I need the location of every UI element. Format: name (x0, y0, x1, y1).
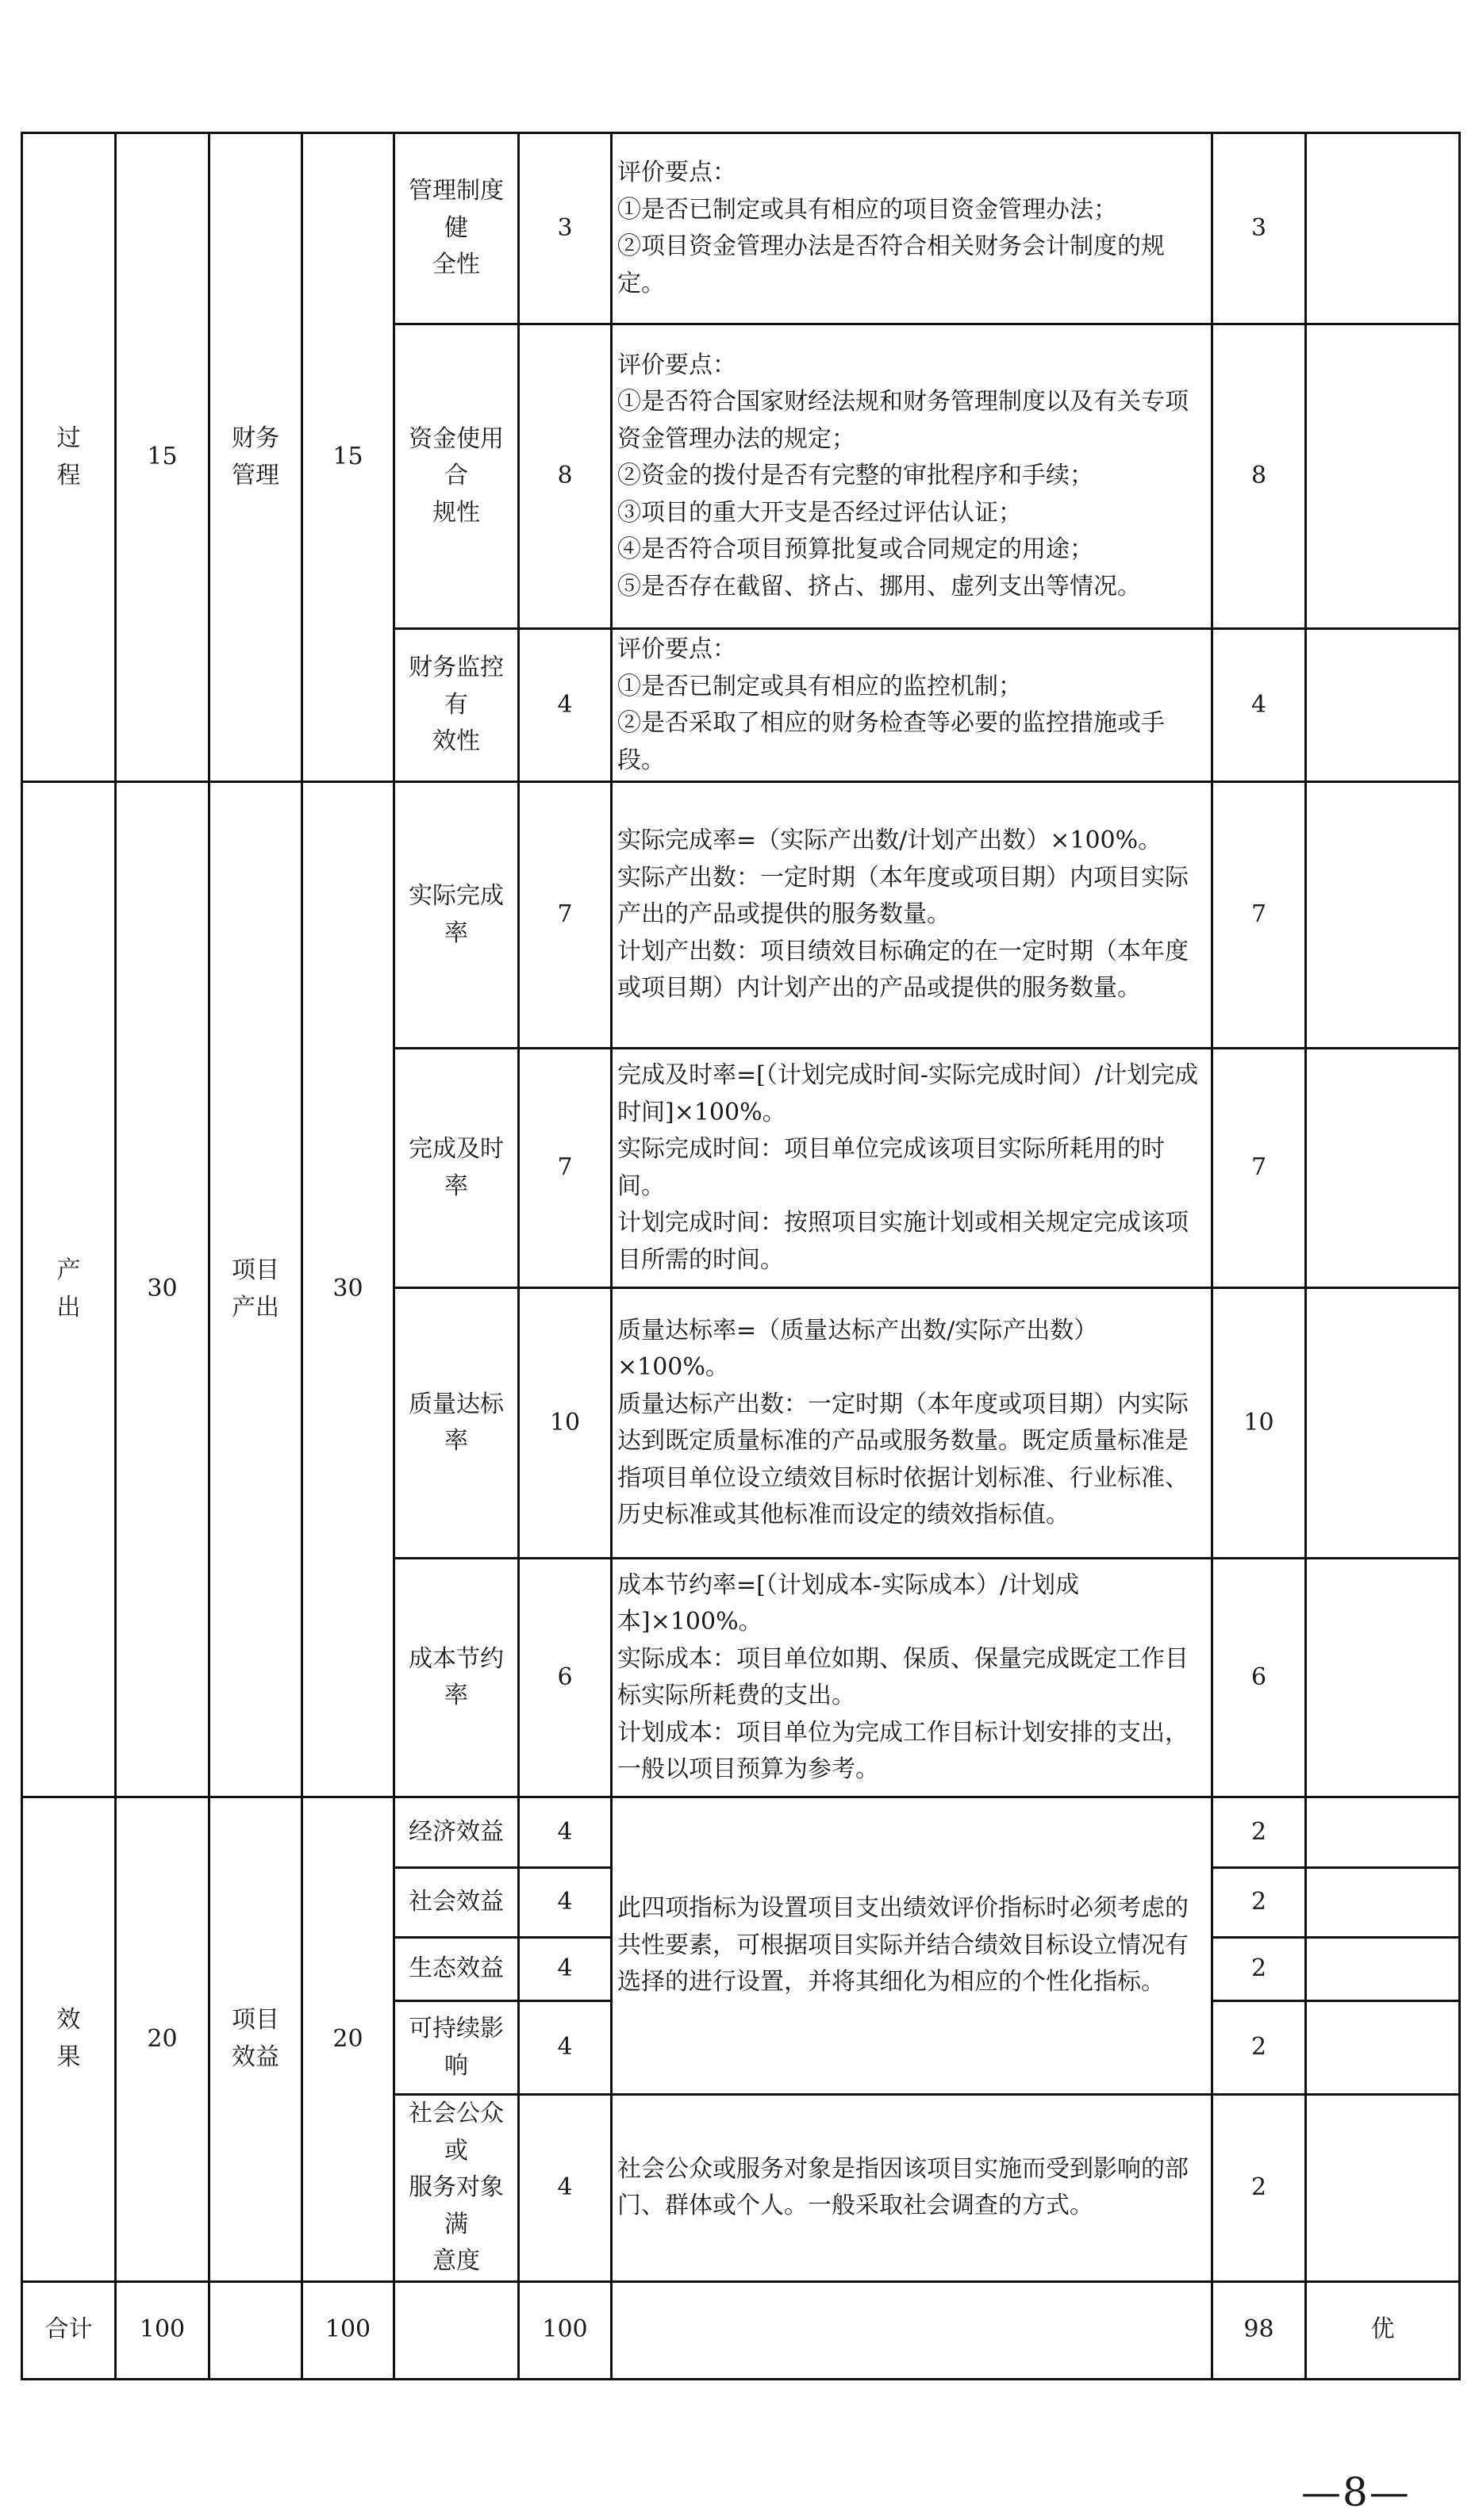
grade-cell (1306, 629, 1460, 782)
grade-cell (1306, 1797, 1460, 1868)
total-category-score: 100 (116, 2281, 209, 2379)
total-weight: 100 (519, 2281, 612, 2379)
indicator-cell: 管理制度健 全性 (394, 133, 519, 324)
weight-cell: 4 (519, 1868, 612, 1938)
subcategory-cell: 财务 管理 (209, 133, 302, 782)
weight-cell: 7 (519, 1049, 612, 1288)
score-cell: 2 (1212, 1938, 1306, 2001)
indicator-cell: 社会效益 (394, 1868, 519, 1938)
grade-cell (1306, 1049, 1460, 1288)
score-cell: 2 (1212, 2095, 1306, 2282)
table-row (22, 782, 1460, 1049)
description-cell: 社会公众或服务对象是指因该项目实施而受到影响的部门、群体或个人。一般采取社会调查的方式。 (612, 2095, 1212, 2282)
grade-cell (1306, 133, 1460, 324)
description-cell: 完成及时率=[（计划完成时间-实际完成时间）/计划完成时间]×100%。 实际完成时间：项目单位完成该项目实际所耗用的时间。 计划完成时间：按照项目实施计划或相关规定完成该项目所需的时间。 (612, 1049, 1212, 1288)
description-cell: 评价要点： ①是否已制定或具有相应的项目资金管理办法； ②项目资金管理办法是否符合相关财务会计制度的规定。 (612, 133, 1212, 324)
total-grade: 优 (1306, 2281, 1460, 2379)
subcategory-cell: 项目 效益 (209, 1797, 302, 2282)
description-cell: 成本节约率=[（计划成本-实际成本）/计划成本]×100%。 实际成本：项目单位如期、保质、保量完成既定工作目标实际所耗费的支出。 计划成本：项目单位为完成工作目标计划安排的支出，一般以项目预算为参考。 (612, 1559, 1212, 1797)
weight-cell: 4 (519, 629, 612, 782)
score-cell: 4 (1212, 629, 1306, 782)
total-row (22, 2281, 1460, 2379)
indicator-cell: 可持续影响 (394, 2001, 519, 2095)
total-empty-cell (612, 2281, 1212, 2379)
weight-cell: 4 (519, 1938, 612, 2001)
grade-cell (1306, 782, 1460, 1049)
weight-cell: 4 (519, 2001, 612, 2095)
page-number: —8— (1301, 2469, 1411, 2515)
subcategory-score-cell: 20 (302, 1797, 394, 2282)
indicator-cell: 成本节约率 (394, 1559, 519, 1797)
indicator-cell: 生态效益 (394, 1938, 519, 2001)
grade-cell (1306, 324, 1460, 629)
score-cell: 6 (1212, 1559, 1306, 1797)
evaluation-table (21, 132, 1461, 2380)
subcategory-cell: 项目 产出 (209, 782, 302, 1797)
grade-cell (1306, 1868, 1460, 1938)
category-cell: 过 程 (22, 133, 116, 782)
subcategory-score-cell: 30 (302, 782, 394, 1797)
total-label: 合计 (22, 2281, 116, 2379)
category-score-cell: 15 (116, 133, 209, 782)
indicator-cell: 实际完成率 (394, 782, 519, 1049)
total-empty-cell (209, 2281, 302, 2379)
category-score-cell: 30 (116, 782, 209, 1797)
score-cell: 7 (1212, 782, 1306, 1049)
indicator-cell: 质量达标率 (394, 1288, 519, 1559)
category-cell: 产 出 (22, 782, 116, 1797)
weight-cell: 10 (519, 1288, 612, 1559)
table-row (22, 1797, 1460, 1868)
weight-cell: 4 (519, 2095, 612, 2282)
score-cell: 3 (1212, 133, 1306, 324)
indicator-cell: 经济效益 (394, 1797, 519, 1868)
indicator-cell: 资金使用合 规性 (394, 324, 519, 629)
weight-cell: 4 (519, 1797, 612, 1868)
description-cell: 实际完成率=（实际产出数/计划产出数）×100%。 实际产出数：一定时期（本年度或项目期）内项目实际产出的产品或提供的服务数量。 计划产出数：项目绩效目标确定的在一定时期（本年度或项目期）内计划产出的产品或提供的服务数量。 (612, 782, 1212, 1049)
weight-cell: 8 (519, 324, 612, 629)
description-cell: 质量达标率=（质量达标产出数/实际产出数）×100%。 质量达标产出数：一定时期（本年度或项目期）内实际达到既定质量标准的产品或服务数量。既定质量标准是指项目单位设立绩效目标时依据计划标准、行业标准、历史标准或其他标准而设定的绩效指标值。 (612, 1288, 1212, 1559)
subcategory-score-cell: 15 (302, 133, 394, 782)
score-cell: 2 (1212, 1797, 1306, 1868)
grade-cell (1306, 2001, 1460, 2095)
weight-cell: 6 (519, 1559, 612, 1797)
total-empty-cell (394, 2281, 519, 2379)
score-cell: 2 (1212, 1868, 1306, 1938)
description-cell: 此四项指标为设置项目支出绩效评价指标时必须考虑的共性要素，可根据项目实际并结合绩效目标设立情况有选择的进行设置，并将其细化为相应的个性化指标。 (612, 1797, 1212, 2095)
indicator-cell: 完成及时率 (394, 1049, 519, 1288)
score-cell: 7 (1212, 1049, 1306, 1288)
grade-cell (1306, 2095, 1460, 2282)
table-row (22, 133, 1460, 324)
grade-cell (1306, 1288, 1460, 1559)
score-cell: 2 (1212, 2001, 1306, 2095)
grade-cell (1306, 1938, 1460, 2001)
category-score-cell: 20 (116, 1797, 209, 2282)
description-cell: 评价要点： ①是否符合国家财经法规和财务管理制度以及有关专项资金管理办法的规定； ②资金的拨付是否有完整的审批程序和手续； ③项目的重大开支是否经过评估认证； ④是否符合项目预算批复或合同规定的用途； ⑤是否存在截留、挤占、挪用、虚列支出等情况。 (612, 324, 1212, 629)
total-subcategory-score: 100 (302, 2281, 394, 2379)
description-cell: 评价要点： ①是否已制定或具有相应的监控机制； ②是否采取了相应的财务检查等必要的监控措施或手段。 (612, 629, 1212, 782)
weight-cell: 3 (519, 133, 612, 324)
indicator-cell: 社会公众或 服务对象满 意度 (394, 2095, 519, 2282)
score-cell: 10 (1212, 1288, 1306, 1559)
category-cell: 效 果 (22, 1797, 116, 2282)
indicator-cell: 财务监控有 效性 (394, 629, 519, 782)
weight-cell: 7 (519, 782, 612, 1049)
total-score: 98 (1212, 2281, 1306, 2379)
score-cell: 8 (1212, 324, 1306, 629)
grade-cell (1306, 1559, 1460, 1797)
